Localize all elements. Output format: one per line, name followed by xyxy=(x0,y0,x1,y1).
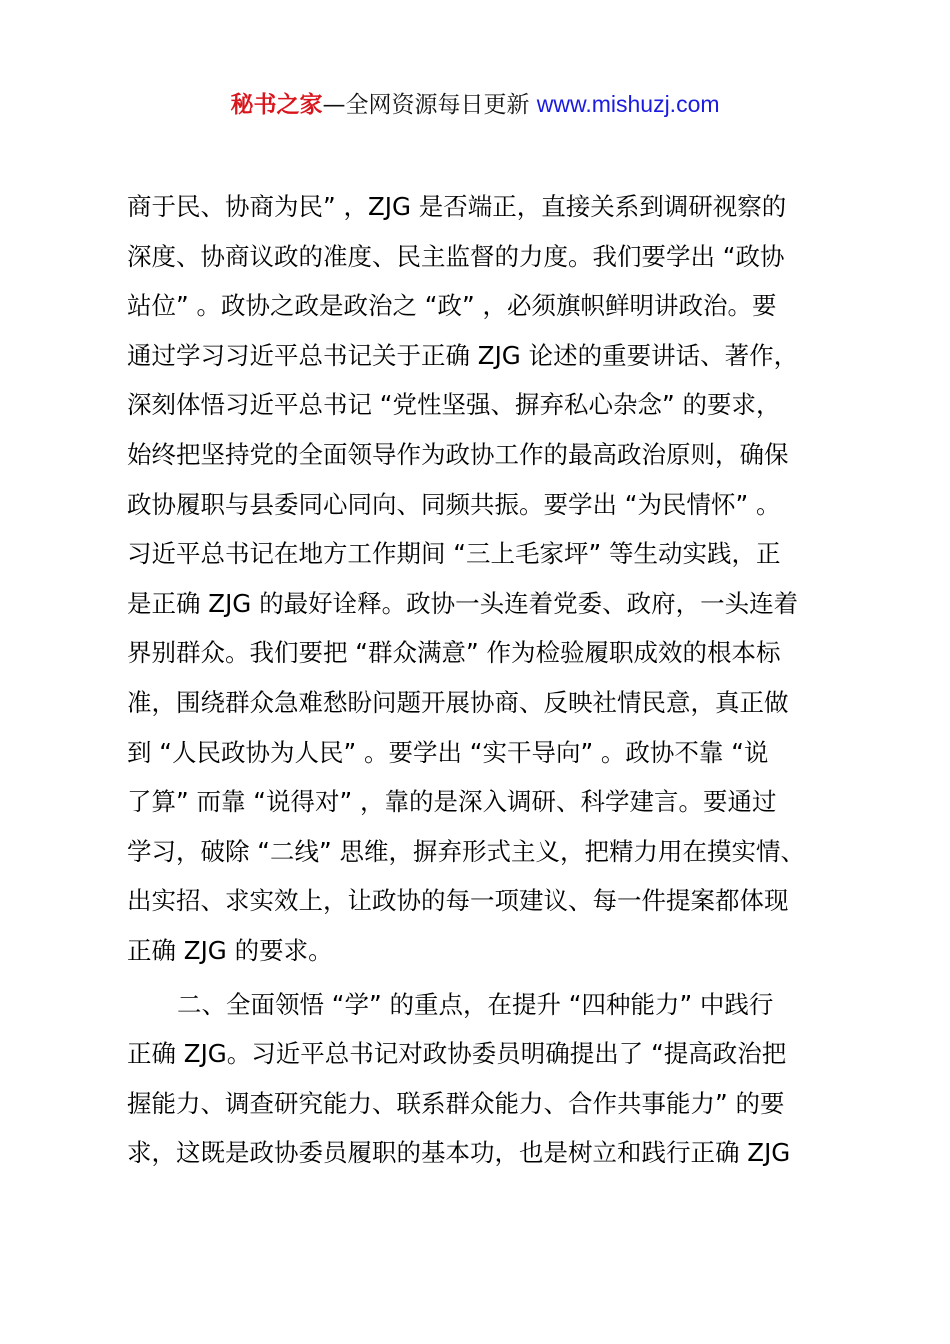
text-line: 习近平总书记在地方工作期间 “三上毛家坪” 等生动实践，正 xyxy=(127,539,781,569)
text-line: 了算” 而靠 “说得对” ，靠的是深入调研、科学建言。要通过 xyxy=(127,787,777,817)
text-line: 正确 ZJG 的要求。 xyxy=(127,935,333,965)
site-brand: 秘书之家 xyxy=(230,92,323,118)
site-tagline: —全网资源每日更新 xyxy=(322,92,537,118)
site-header xyxy=(0,86,950,123)
text-line: 界别群众。我们要把 “群众满意” 作为检验履职成效的根本标 xyxy=(127,638,781,668)
text-line: 商于民、协商为民” ，ZJG 是否端正，直接关系到调研视察的 xyxy=(127,192,787,221)
text-line: 准，围绕群众急难愁盼问题开展协商、反映社情民意，真正做 xyxy=(127,687,789,717)
text-line: 政协履职与县委同心同向、同频共振。要学出 “为民情怀” 。 xyxy=(127,489,781,519)
text-line: 握能力、调查研究能力、联系群众能力、合作共事能力” 的要 xyxy=(127,1088,785,1118)
paragraph-1 xyxy=(127,182,837,976)
site-url-link[interactable]: www.mishuzj.com xyxy=(536,91,720,117)
text-line: 到 “人民政协为人民” 。要学出 “实干导向” 。政协不靠 “说 xyxy=(127,737,769,767)
paragraph-2 xyxy=(127,980,837,1178)
text-line: 深刻体悟习近平总书记 “党性坚强、摒弃私心杂念” 的要求， xyxy=(127,390,781,420)
text-line: 是正确 ZJG 的最好诠释。政协一头连着党委、政府，一头连着 xyxy=(127,588,799,618)
text-line: 出实招、求实效上，让政协的每一项建议、每一件提案都体现 xyxy=(127,886,789,916)
text-line: 深度、协商议政的准度、民主监督的力度。我们要学出 “政协 xyxy=(127,241,785,271)
text-line: 二、全面领悟 “学” 的重点，在提升 “四种能力” 中践行 xyxy=(177,989,774,1019)
text-line: 始终把坚持党的全面领导作为政协工作的最高政治原则，确保 xyxy=(127,439,789,469)
document-body xyxy=(127,182,837,1178)
text-line: 求，这既是政协委员履职的基本功，也是树立和践行正确 ZJG xyxy=(127,1138,791,1168)
text-line: 学习，破除 “二线” 思维，摒弃形式主义，把精力用在摸实情、 xyxy=(127,836,805,866)
text-line: 正确 ZJG。习近平总书记对政协委员明确提出了 “提高政治把 xyxy=(127,1039,787,1069)
text-line: 通过学习习近平总书记关于正确 ZJG 论述的重要讲话、著作， xyxy=(127,340,799,370)
text-line: 站位” 。政协之政是政治之 “政” ，必须旗帜鲜明讲政治。要 xyxy=(127,291,777,321)
